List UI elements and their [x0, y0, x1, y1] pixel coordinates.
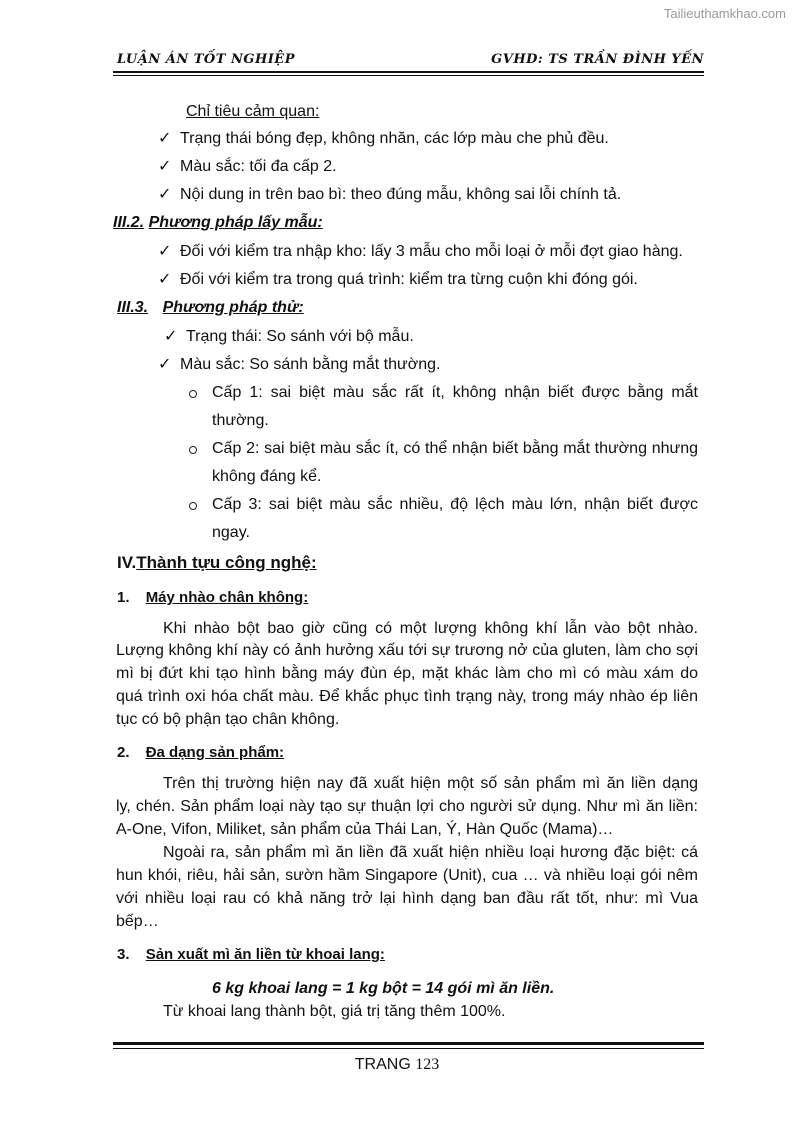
circle-bullet-icon — [189, 390, 197, 398]
paragraph-line: Ngoài ra, sản phẩm mì ăn liền đã xuất hiện nhiều loại hương đặc biệt: cá — [163, 844, 698, 861]
circle-bullet-icon — [189, 502, 197, 510]
formula-note: Từ khoai lang thành bột, giá trị tăng thêm 100%. — [163, 1003, 506, 1020]
section-title: Phương pháp thử: — [162, 299, 304, 316]
check-icon: ✓ — [158, 158, 172, 175]
paragraph-line: tục có bộ phận tạo chân không. — [116, 711, 340, 728]
header-rule-thick — [113, 71, 704, 73]
page-footer — [0, 1056, 794, 1074]
check-icon: ✓ — [158, 243, 172, 260]
page-number: 123 — [415, 1056, 440, 1073]
level-line: không đáng kể. — [212, 468, 322, 485]
sampling-item: Đối với kiểm tra nhập kho: lấy 3 mẫu cho mỗi loại ở mỗi đợt giao hàng. — [180, 243, 683, 260]
check-icon: ✓ — [158, 356, 172, 373]
sensory-item: Màu sắc: tối đa cấp 2. — [180, 158, 337, 175]
header-rule-thin — [113, 75, 704, 76]
level-line: Cấp 2: sai biệt màu sắc ít, có thể nhận biết bằng mắt thường nhưng — [212, 440, 698, 457]
section-heading — [117, 298, 304, 318]
subsection-heading — [117, 945, 385, 965]
chapter-title: Thành tựu công nghệ: — [136, 553, 317, 572]
test-item: Trạng thái: So sánh với bộ mẫu. — [186, 328, 414, 345]
subsection-title: Máy nhào chân không: — [145, 589, 309, 606]
paragraph-line: với nhiều loại rau có khả năng trở lại hình dạng ban đầu rất tốt, như: mì Vua — [116, 890, 698, 907]
subsection-number: 1. — [117, 589, 130, 606]
check-icon: ✓ — [158, 186, 172, 203]
level-line: thường. — [212, 412, 269, 429]
section-number: III.2. — [113, 214, 145, 231]
section-number: III.3. — [117, 299, 149, 316]
paragraph-line: Khi nhào bột bao giờ cũng có một lượng không khí lẫn vào bột nhào. — [163, 620, 698, 637]
paragraph-line: bếp… — [116, 913, 159, 930]
subsection-number: 2. — [117, 744, 130, 761]
sensory-item: Nội dung in trên bao bì: theo đúng mẫu, không sai lỗi chính tả. — [180, 186, 622, 203]
watermark: Tailieuthamkhao.com — [663, 6, 786, 21]
header-right: GVHD: TS TRẦN ĐÌNH YẾN — [491, 52, 704, 67]
subsection-title: Đa dạng sản phẩm: — [145, 744, 285, 761]
check-icon: ✓ — [158, 271, 172, 288]
paragraph-line: mì bị đứt khi tạo hình bằng máy đùn ép, mặt khác làm cho mì có màu xám do — [116, 665, 698, 682]
paragraph-line: Trên thị trường hiện nay đã xuất hiện một số sản phẩm mì ăn liền dạng — [163, 775, 698, 792]
header-left: LUẬN ÁN TỐT NGHIỆP — [117, 52, 295, 67]
level-line: Cấp 3: sai biệt màu sắc nhiều, độ lệch màu lớn, nhận biết được — [212, 496, 698, 513]
subsection-title: Sản xuất mì ăn liền từ khoai lang: — [145, 946, 385, 963]
footer-rule-thick — [113, 1042, 704, 1045]
section-heading — [113, 213, 323, 233]
test-item: Màu sắc: So sánh bằng mắt thường. — [180, 356, 441, 373]
subsection-heading — [117, 743, 284, 763]
sampling-item: Đối với kiểm tra trong quá trình: kiểm tra từng cuộn khi đóng gói. — [180, 271, 638, 288]
page-label: TRANG — [354, 1056, 411, 1073]
paragraph-line: ly, chén. Sản phẩm loại này tạo sự thuận lợi cho người sử dụng. Như mì ăn liền: — [116, 798, 698, 815]
paragraph-line: quá trình oxi hóa chất màu. Để khắc phục tình trạng này, trong máy nhào ép liên — [116, 688, 698, 705]
level-line: ngay. — [212, 524, 250, 541]
sensory-item: Trạng thái bóng đẹp, không nhăn, các lớp màu che phủ đều. — [180, 130, 609, 147]
chapter-heading — [117, 553, 317, 573]
paragraph-line: hun khói, riêu, hải sản, sườn hầm Singapore (Unit), cua … và nhiều loại gói nêm — [116, 867, 698, 884]
subsection-number: 3. — [117, 946, 130, 963]
check-icon: ✓ — [158, 130, 172, 147]
paragraph-line: A-One, Vifon, Miliket, sản phẩm của Thái Lan, Ý, Hàn Quốc (Mama)… — [116, 821, 614, 838]
chapter-number: IV. — [117, 553, 137, 572]
paragraph-line: Lượng không khí này có ảnh hưởng xấu tới sự trương nở của gluten, làm cho sợi — [116, 642, 698, 659]
subsection-heading — [117, 588, 308, 608]
sensory-title: Chỉ tiêu cảm quan: — [186, 103, 320, 120]
check-icon: ✓ — [164, 328, 178, 345]
section-title: Phương pháp lấy mẫu: — [148, 214, 323, 231]
formula: 6 kg khoai lang = 1 kg bột = 14 gói mì ăn liền. — [212, 980, 555, 997]
footer-rule-thin — [113, 1048, 704, 1049]
circle-bullet-icon — [189, 446, 197, 454]
level-line: Cấp 1: sai biệt màu sắc rất ít, không nhận biết được bằng mắt — [212, 384, 698, 401]
